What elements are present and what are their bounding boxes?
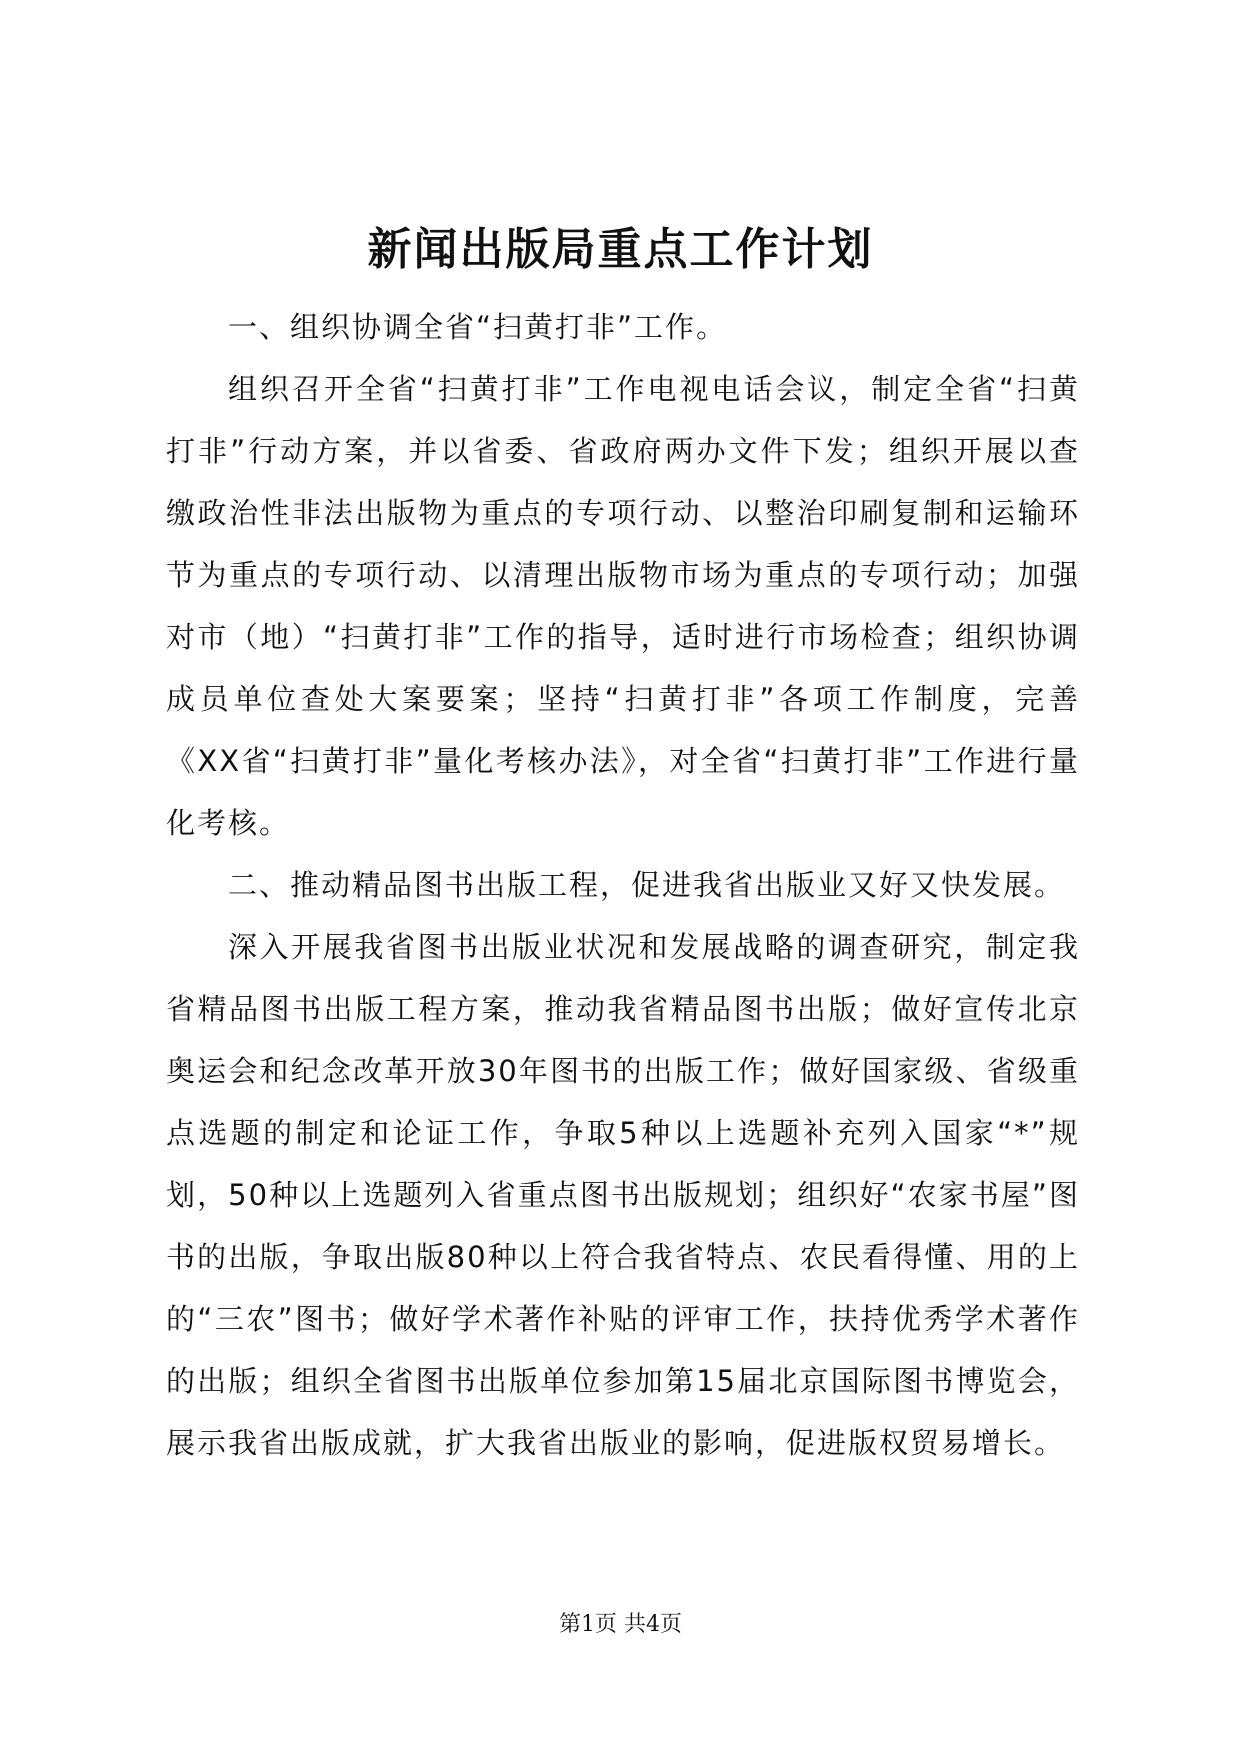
page-number-footer: 第1页 共4页 bbox=[559, 1612, 682, 1637]
paragraph-1: 组织召开全省“扫黄打非”工作电视电话会议，制定全省“扫黄打非”行动方案，并以省委、省政府两办文件下发；组织开展以查缴政治性非法出版物为重点的专项行动、以整治印刷复制和运输环节为重点的专项行动、以清理出版物市场为重点的专项行动；加强对市（地）“扫黄打非”工作的指导，适时进行市场检查；组织协调成员单位查处大案要案；坚持“扫黄打非”各项工作制度，完善《XX省“扫黄打非”量化考核办法》，对全省“扫黄打非”工作进行量化考核。 bbox=[166, 372, 1080, 840]
section-heading-2: 二、推动精品图书出版工程，促进我省出版业又好又快发展。 bbox=[228, 868, 1066, 902]
document-body bbox=[166, 296, 1080, 1474]
section-heading-1: 一、组织协调全省“扫黄打非”工作。 bbox=[228, 310, 728, 344]
document-title: 新闻出版局重点工作计划 bbox=[367, 224, 874, 275]
paragraph-2: 深入开展我省图书出版业状况和发展战略的调查研究，制定我省精品图书出版工程方案，推动我省精品图书出版；做好宣传北京奥运会和纪念改革开放30年图书的出版工作；做好国家级、省级重点选题的制定和论证工作，争取5种以上选题补充列入国家“*”规划，50种以上选题列入省重点图书出版规划；组织好“农家书屋”图书的出版，争取出版80种以上符合我省特点、农民看得懂、用的上的“三农”图书；做好学术著作补贴的评审工作，扶持优秀学术著作的出版；组织全省图书出版单位参加第15届北京国际图书博览会，展示我省出版成就，扩大我省出版业的影响，促进版权贸易增长。 bbox=[166, 930, 1080, 1460]
